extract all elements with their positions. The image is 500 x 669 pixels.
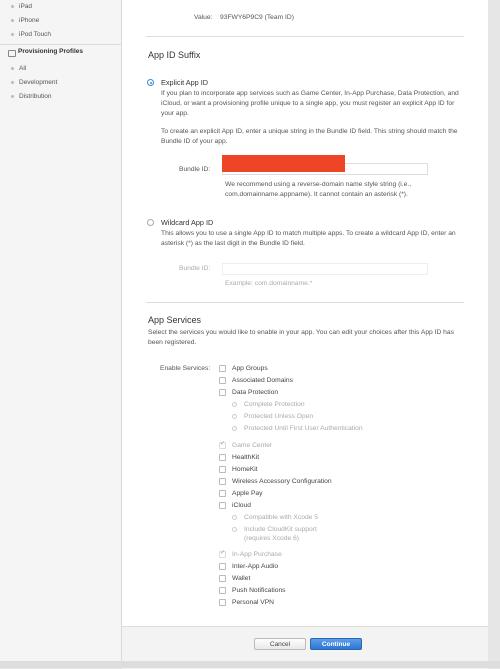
team-id-value: 93FWY6P9C9 (Team ID) — [220, 14, 294, 21]
sidebar-item-ipod-touch[interactable]: iPod Touch — [19, 31, 52, 38]
wallet-checkbox[interactable] — [219, 575, 226, 582]
sidebar-section-provisioning: Provisioning Profiles — [18, 48, 84, 55]
provisioning-icon — [8, 50, 16, 57]
apple-pay-label: Apple Pay — [232, 490, 263, 497]
bundle-id-label: Bundle ID: — [179, 166, 211, 173]
continue-button[interactable]: Continue — [310, 638, 362, 650]
game-center-checkbox[interactable] — [219, 442, 226, 449]
wallet-label: Wallet — [232, 575, 251, 582]
cloudkit-support-label: Include CloudKit support — [244, 526, 317, 533]
homekit-checkbox[interactable] — [219, 466, 226, 473]
inter-app-audio-label: Inter-App Audio — [232, 563, 279, 570]
cancel-button[interactable]: Cancel — [254, 638, 306, 650]
protected-unless-open-radio[interactable] — [232, 414, 237, 419]
wildcard-app-id-label[interactable]: Wildcard App ID — [161, 218, 214, 227]
data-protection-checkbox[interactable] — [219, 389, 226, 396]
explicit-app-id-label[interactable]: Explicit App ID — [161, 78, 209, 87]
personal-vpn-label: Personal VPN — [232, 599, 275, 606]
divider — [146, 302, 464, 303]
wildcard-hint: Example: com.domainname.* — [225, 280, 313, 287]
requires-xcode6-label: (requires Xcode 6) — [244, 535, 300, 542]
in-app-purchase-checkbox[interactable] — [219, 551, 226, 558]
protected-unless-open-label: Protected Unless Open — [244, 413, 314, 420]
wildcard-app-id-radio[interactable] — [147, 219, 154, 226]
protected-until-first-auth-label: Protected Until First User Authentication — [244, 425, 363, 432]
inter-app-audio-checkbox[interactable] — [219, 563, 226, 570]
value-label: Value: — [194, 14, 213, 21]
main-panel — [122, 0, 488, 668]
sidebar — [0, 0, 122, 668]
homekit-label: HomeKit — [232, 466, 258, 473]
push-notifications-checkbox[interactable] — [219, 587, 226, 594]
explicit-app-id-instructions: To create an explicit App ID, enter a unique string in the Bundle ID field. This string should match the Bundle ID of your app. — [161, 128, 458, 145]
wireless-accessory-checkbox[interactable] — [219, 478, 226, 485]
complete-protection-radio[interactable] — [232, 402, 237, 407]
associated-domains-checkbox[interactable] — [219, 377, 226, 384]
associated-domains-label: Associated Domains — [232, 377, 293, 384]
sidebar-item-development[interactable]: Development — [19, 79, 58, 86]
app-groups-label: App Groups — [232, 365, 268, 372]
compatible-xcode5-radio[interactable] — [232, 515, 237, 520]
protected-until-first-auth-radio[interactable] — [232, 426, 237, 431]
game-center-label: Game Center — [232, 442, 273, 449]
bundle-id-hint: We recommend using a reverse-domain name style string (i.e., com.domainname.appname). It cannot contain an asterisk (*). — [225, 181, 412, 198]
window-bottom-edge — [0, 661, 500, 668]
sidebar-item-ipad[interactable]: iPad — [19, 3, 33, 10]
app-groups-checkbox[interactable] — [219, 365, 226, 372]
sidebar-divider — [0, 44, 121, 45]
app-services-description: Select the services you would like to enable in your app. You can edit your choices after this App ID has been registered. — [148, 329, 454, 346]
redaction-block — [222, 155, 345, 172]
push-notifications-label: Push Notifications — [232, 587, 286, 594]
app-id-suffix-title: App ID Suffix — [148, 50, 201, 60]
divider — [146, 36, 464, 37]
healthkit-label: HealthKit — [232, 454, 260, 461]
wildcard-bundle-id-input[interactable] — [222, 263, 428, 275]
data-protection-label: Data Protection — [232, 389, 279, 396]
personal-vpn-checkbox[interactable] — [219, 599, 226, 606]
explicit-app-id-radio[interactable] — [147, 79, 154, 86]
wildcard-bundle-id-label: Bundle ID: — [179, 265, 211, 272]
icloud-checkbox[interactable] — [219, 502, 226, 509]
cloudkit-support-radio[interactable] — [232, 527, 237, 532]
sidebar-item-distribution[interactable]: Distribution — [19, 93, 52, 100]
wireless-accessory-label: Wireless Accessory Configuration — [232, 478, 332, 485]
sidebar-item-all[interactable]: All — [19, 65, 27, 72]
healthkit-checkbox[interactable] — [219, 454, 226, 461]
enable-services-label: Enable Services: — [160, 365, 211, 372]
complete-protection-label: Complete Protection — [244, 401, 305, 408]
sidebar-item-iphone[interactable]: iPhone — [19, 17, 40, 24]
apple-pay-checkbox[interactable] — [219, 490, 226, 497]
compatible-xcode5-label: Compatible with Xcode 5 — [244, 514, 318, 521]
icloud-label: iCloud — [232, 502, 251, 509]
wildcard-app-id-description: This allows you to use a single App ID to match multiple apps. To create a wildcard App ID, enter an asterisk (*) as the last digit in the Bundle ID field. — [161, 230, 456, 247]
in-app-purchase-label: In-App Purchase — [232, 551, 282, 558]
explicit-app-id-description: If you plan to incorporate app services such as Game Center, In-App Purchase, Data Protection, and iCloud, or want a provisioning profile unique to a single app, you must register an explicit App ID for your app. — [161, 90, 459, 117]
app-services-title: App Services — [148, 315, 202, 325]
